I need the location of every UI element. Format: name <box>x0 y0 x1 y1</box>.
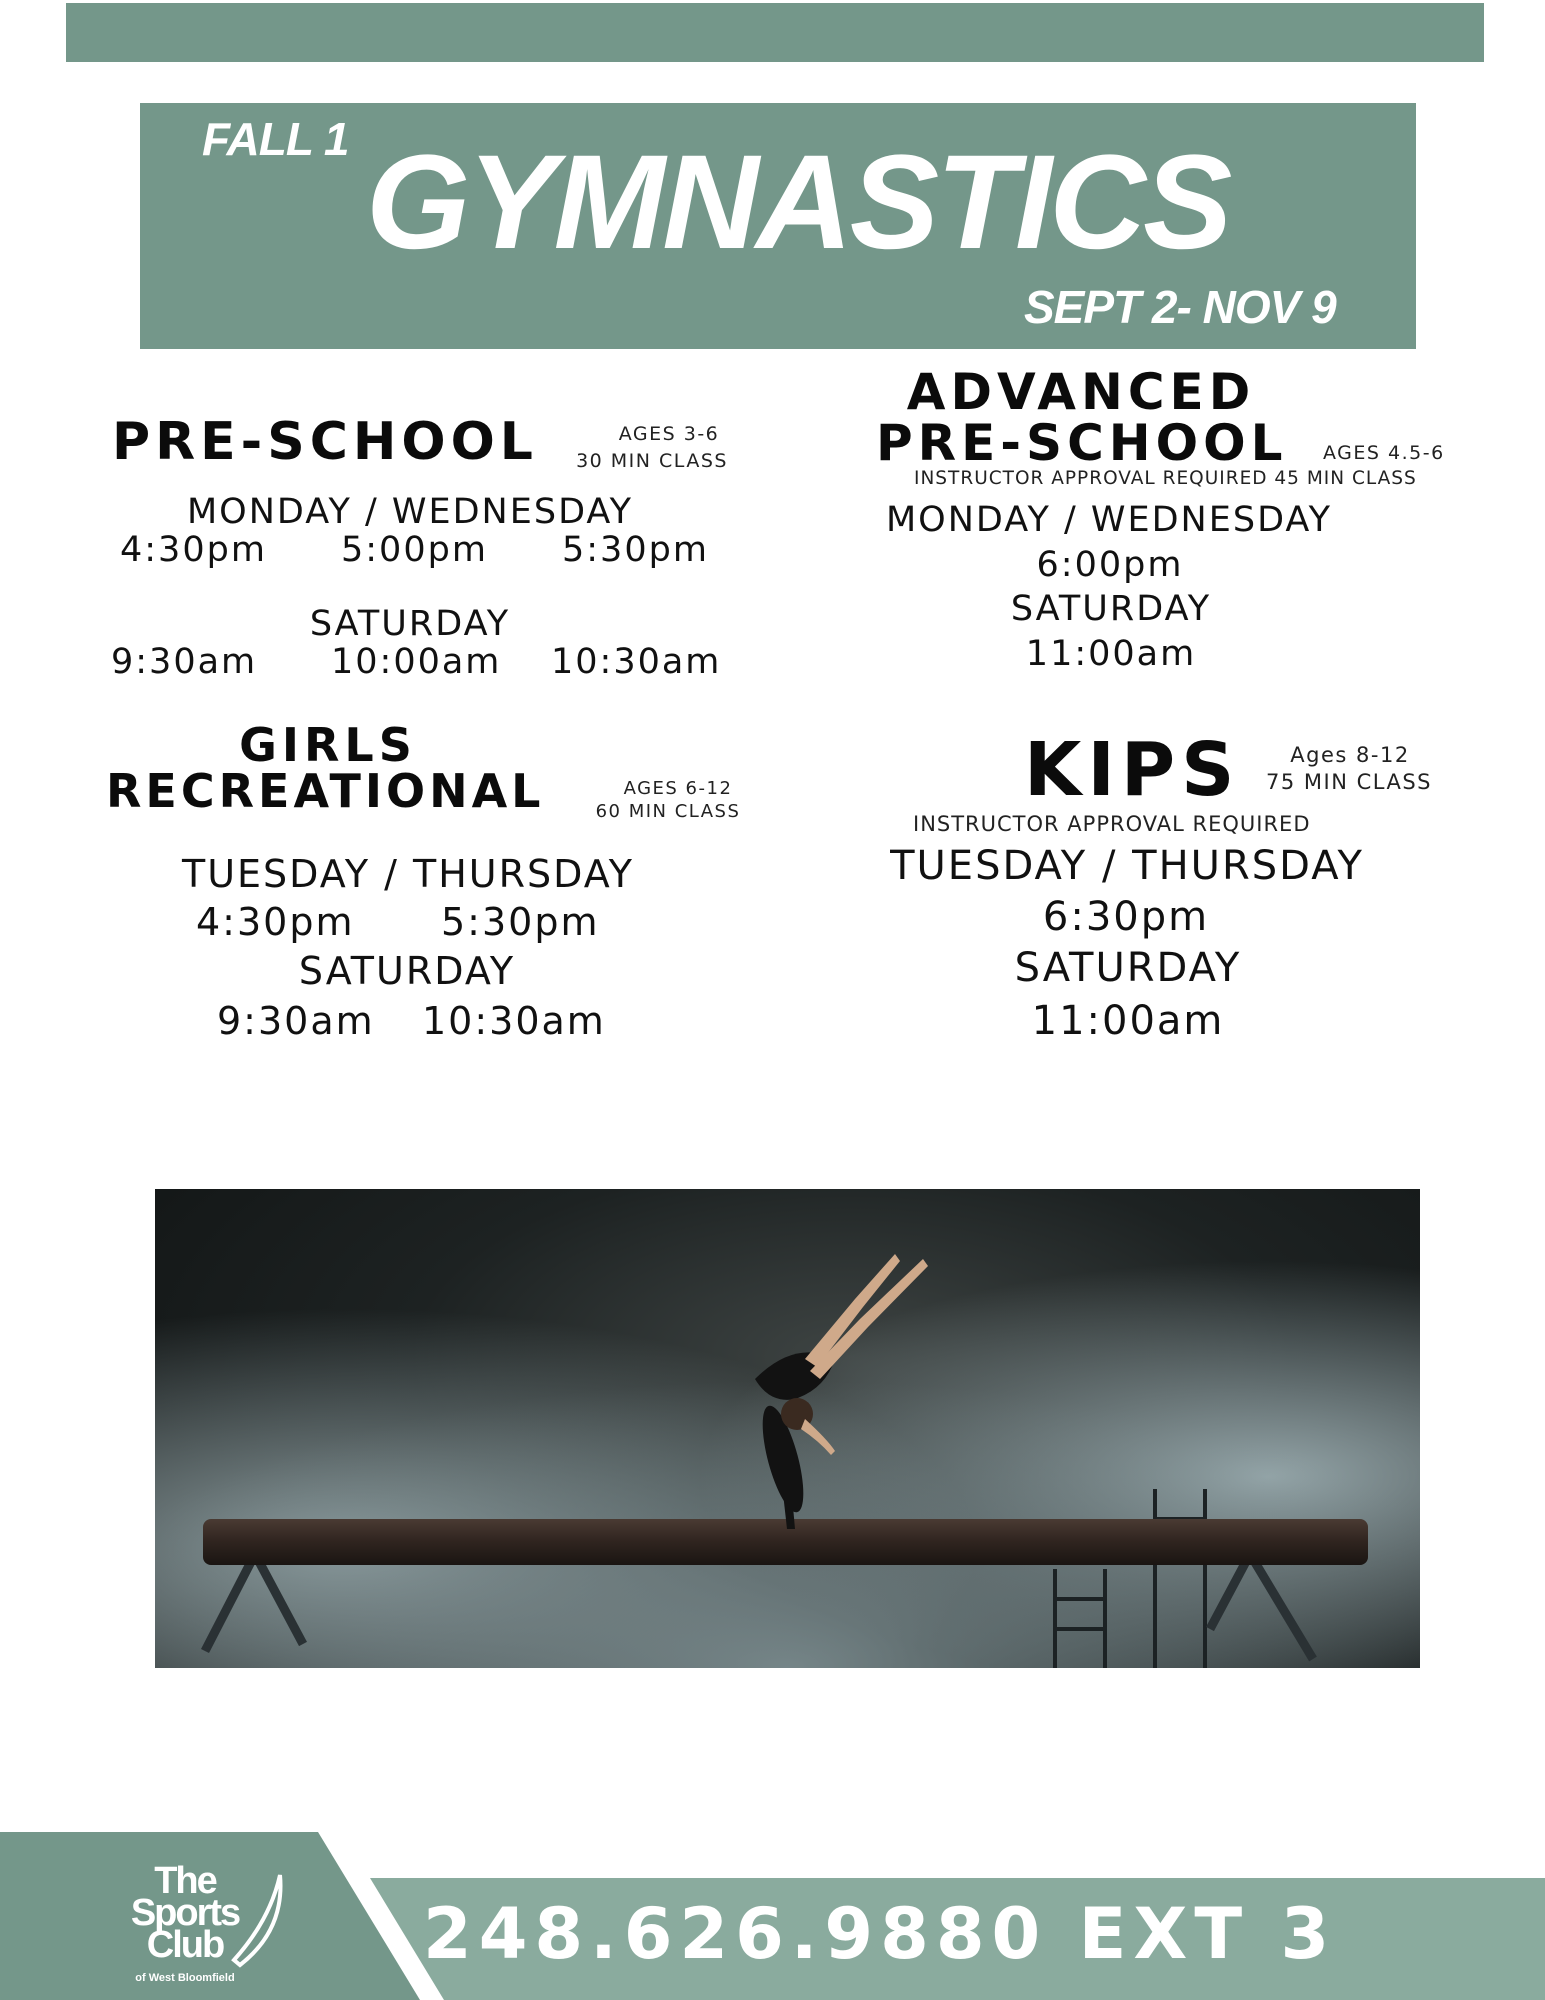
gymnast-photo <box>155 1189 1420 1668</box>
weekend-label: SATURDAY <box>1014 945 1242 991</box>
time-slot: 11:00am <box>1025 634 1197 674</box>
class-ages: Ages 8-12 <box>1290 743 1410 767</box>
time-slot: 10:30am <box>422 999 606 1043</box>
class-duration: 30 MIN CLASS <box>576 450 728 472</box>
season-label: FALL 1 <box>202 113 349 165</box>
session-dates: SEPT 2- NOV 9 <box>1024 281 1336 333</box>
time-slot: 6:30pm <box>1042 894 1210 940</box>
sports-club-logo <box>110 1860 290 1988</box>
logo-line: The <box>154 1860 216 1902</box>
balance-beam-illustration <box>155 1189 1420 1668</box>
class-note: INSTRUCTOR APPROVAL REQUIRED 45 MIN CLASS <box>914 468 1417 489</box>
class-title-line2: RECREATIONAL <box>106 764 545 818</box>
class-title: KIPS <box>1024 727 1241 813</box>
class-title-line1: ADVANCED <box>906 363 1256 421</box>
time-slot: 4:30pm <box>120 530 267 570</box>
top-bar <box>66 3 1484 62</box>
time-slot: 10:00am <box>331 642 502 682</box>
time-slot: 6:00pm <box>1036 545 1184 585</box>
weekend-label: SATURDAY <box>1010 589 1212 629</box>
logo-line: Sports <box>130 1892 240 1934</box>
time-slot: 5:00pm <box>341 530 488 570</box>
class-duration: 75 MIN CLASS <box>1266 770 1432 794</box>
class-title-line1: GIRLS <box>239 718 417 772</box>
time-slot: 9:30am <box>111 642 258 682</box>
time-slot: 4:30pm <box>196 900 355 944</box>
time-slot: 10:30am <box>551 642 722 682</box>
weekend-label: SATURDAY <box>309 604 511 644</box>
weekend-label: SATURDAY <box>298 949 516 993</box>
class-ages: AGES 3-6 <box>618 423 720 445</box>
page-title: GYMNASTICS <box>366 128 1230 277</box>
time-slot: 11:00am <box>1031 998 1225 1044</box>
class-title-line2: PRE-SCHOOL <box>876 414 1288 472</box>
logo-line: Club <box>146 1924 224 1966</box>
weekday-label: TUESDAY / THURSDAY <box>890 843 1364 889</box>
class-ages: AGES 4.5-6 <box>1323 442 1445 464</box>
time-slot: 9:30am <box>217 999 375 1043</box>
class-duration: 60 MIN CLASS <box>595 801 741 822</box>
time-slot: 5:30pm <box>562 530 709 570</box>
logo-subtitle: of West Bloomfield <box>135 1972 235 1984</box>
class-note: INSTRUCTOR APPROVAL REQUIRED <box>913 812 1311 836</box>
class-ages: AGES 6-12 <box>623 778 733 799</box>
weekday-label: TUESDAY / THURSDAY <box>182 852 634 896</box>
phone-number[interactable]: 248.626.9880 EXT 3 <box>423 1893 1337 1975</box>
swoosh-icon <box>230 1870 290 1970</box>
class-title: PRE-SCHOOL <box>112 412 538 472</box>
time-slot: 5:30pm <box>441 900 600 944</box>
weekday-label: MONDAY / WEDNESDAY <box>186 492 634 532</box>
weekday-label: MONDAY / WEDNESDAY <box>885 500 1333 540</box>
